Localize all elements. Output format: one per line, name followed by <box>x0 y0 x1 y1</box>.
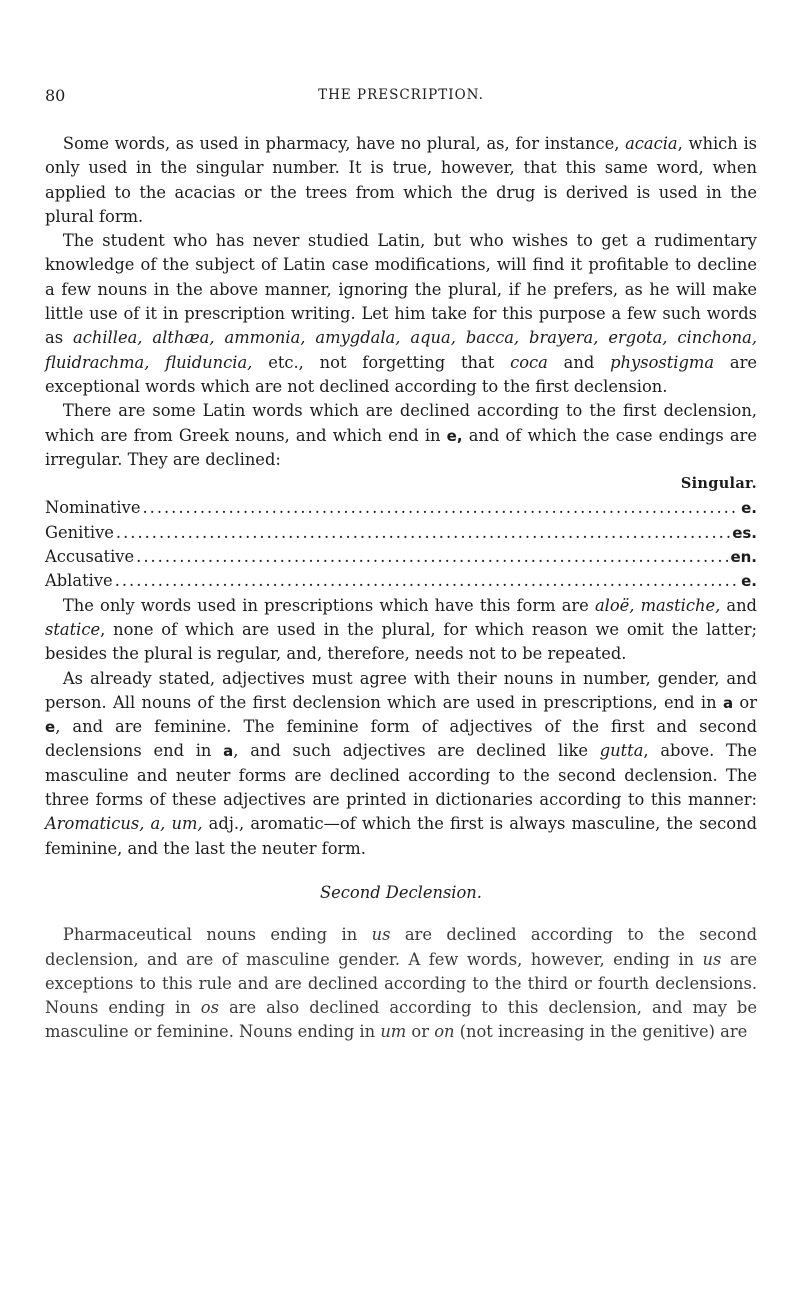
latin-term: us <box>371 925 391 945</box>
text-run: are declined according to the second declension, and are of masculine gender. A few words, however, ending in <box>45 925 757 969</box>
case-ending: en. <box>730 548 757 567</box>
case-ending: e, <box>446 426 463 445</box>
dot-leader <box>115 569 739 593</box>
latin-term: coca <box>510 352 548 372</box>
paragraph <box>45 923 757 1044</box>
latin-term-list: achillea, althæa, ammonia, amygdala, aqua, bacca, brayera, ergota, cinchona, fluidrachma, fluiduncia, <box>45 328 758 372</box>
table-row <box>45 521 757 545</box>
case-name: Nominative <box>45 498 141 518</box>
latin-term: statice <box>45 619 101 639</box>
declension-table <box>45 472 757 593</box>
text-run: are exceptions to this rule and are declined according to the third or fourth declensions. Nouns ending in <box>45 949 757 1018</box>
body-text <box>45 132 757 1045</box>
case-ending: e <box>45 718 56 737</box>
text-run: are also declined according to this declension, and may be masculine or feminine. Nouns ending in <box>45 998 757 1042</box>
table-row <box>45 569 757 593</box>
paragraph <box>45 132 757 229</box>
text-run: , and such adjectives are declined like <box>233 741 600 761</box>
table-row <box>45 545 757 569</box>
case-ending: e. <box>741 572 757 591</box>
latin-term: on <box>434 1022 455 1042</box>
text-run: , none of which are used in the plural, for which reason we omit the latter; besides the plural is regular, and, therefore, needs not to be repeated. <box>45 619 757 664</box>
paragraph <box>45 667 757 861</box>
paragraph <box>45 399 757 472</box>
page-header <box>45 86 757 114</box>
case-name: Ablative <box>45 571 113 591</box>
text-run: , which is only used in the singular number. It is true, however, that this same word, when applied to the acacias or the trees from which the drug is derived is used in the plural form. <box>45 134 758 226</box>
dot-leader <box>136 545 728 569</box>
table-caption: Singular. <box>680 475 757 493</box>
text-run: and <box>720 595 757 615</box>
section-title: Second Declension. <box>320 882 482 902</box>
paragraph <box>45 229 757 399</box>
latin-term: gutta <box>599 741 644 761</box>
text-run: or <box>406 1022 435 1042</box>
case-ending: a <box>722 693 734 712</box>
text-run: Pharmaceutical nouns ending in <box>62 925 372 945</box>
text-run: The only words used in prescriptions which have this form are <box>62 595 595 615</box>
paragraph <box>45 594 757 667</box>
text-run: etc., not forgetting that <box>252 352 511 372</box>
text-run: The student who has never studied Latin, but who wishes to get a rudimentary knowledge of the subject of Latin case modifications, will find it profitable to decline a few nouns in the above manner, ignoring the plural, if he prefers, as he will make little use of it in prescription writing. Let him take for this purpose a few such words as <box>45 231 757 348</box>
latin-term: Aromaticus, a, um, <box>45 814 203 834</box>
latin-term: aloë, mastiche, <box>594 595 721 615</box>
case-ending: a <box>223 742 234 761</box>
case-name: Genitive <box>45 522 114 542</box>
text-run: , and are feminine. The feminine form of adjectives of the first and second declensions end in <box>45 717 757 761</box>
text-run: or <box>733 692 757 712</box>
text-run: and <box>547 352 611 372</box>
book-page <box>45 86 757 1045</box>
text-run: Some words, as used in pharmacy, have no plural, as, for instance, <box>62 134 626 153</box>
page-number: 80 <box>45 86 66 105</box>
text-run: As already stated, adjectives must agree with their nouns in number, gender, and person. All nouns of the first declension which are used in prescriptions, end in <box>45 668 757 712</box>
running-head: THE PRESCRIPTION. <box>318 87 484 103</box>
latin-term: acacia <box>625 134 678 153</box>
text-run: , above. The masculine and neuter forms are declined according to the second declension. The three forms of these adjectives are printed in dictionaries according to this manner: <box>45 741 757 810</box>
text-run: (not increasing in the genitive) are <box>454 1022 748 1042</box>
text-run: There are some Latin words which are declined according to the first declension, which are from Greek nouns, and which end in <box>45 401 757 445</box>
case-ending: e. <box>741 499 757 518</box>
text-run: are exceptional words which are not declined according to the first declension. <box>45 352 758 396</box>
latin-term: os <box>200 998 219 1018</box>
table-row <box>45 496 757 520</box>
latin-term: um <box>380 1022 407 1042</box>
text-run: adj., aromatic—of which the first is always masculine, the second feminine, and the last the neuter form. <box>45 814 757 858</box>
dot-leader <box>142 496 739 520</box>
case-ending: es. <box>732 523 757 542</box>
text-run: and of which the case endings are irregular. They are declined: <box>45 425 757 469</box>
latin-term: physostigma <box>610 352 715 372</box>
latin-term: us <box>702 949 722 969</box>
dot-leader <box>116 521 730 545</box>
case-name: Accusative <box>45 547 135 567</box>
